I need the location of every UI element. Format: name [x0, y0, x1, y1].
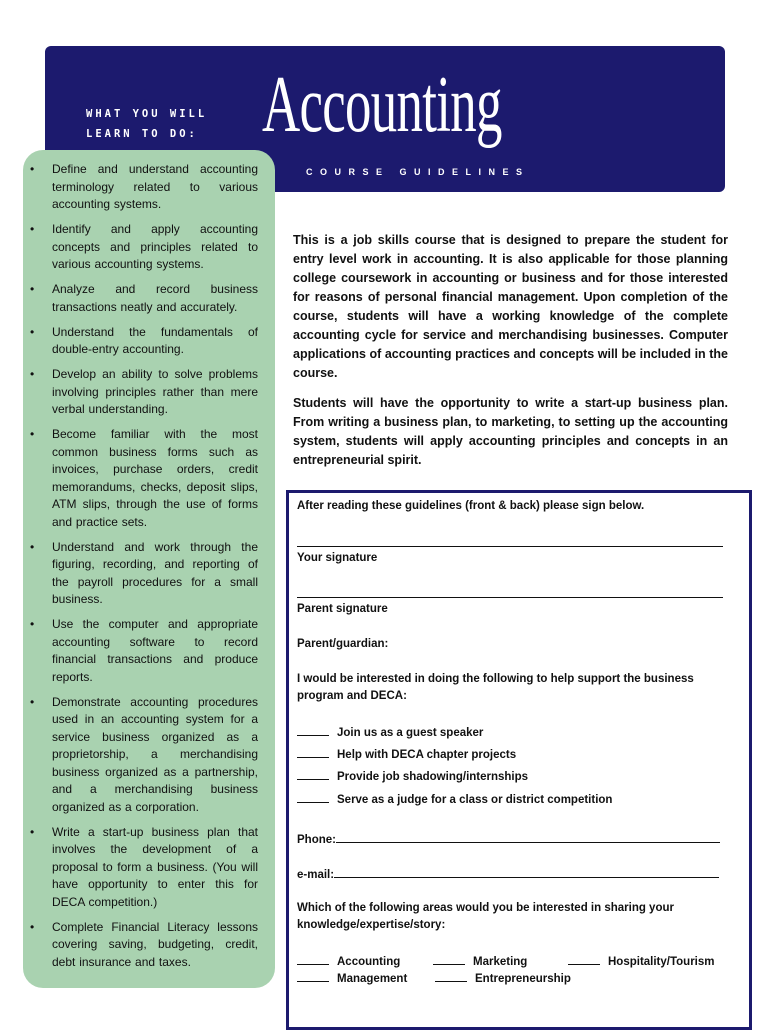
- checkbox-blank[interactable]: [297, 746, 329, 758]
- course-description: [293, 231, 728, 481]
- support-option[interactable]: [297, 768, 528, 786]
- objective-item: • Define and understand accounting terminology related to various accounting systems.: [26, 161, 258, 214]
- phone-label: Phone:: [297, 834, 336, 846]
- objective-item: • Write a start-up business plan that involves the development of a proposal to form a business. (You will have opportunity to enter this for DECA competition.): [26, 824, 258, 912]
- form-instruction: After reading these guidelines (front & back) please sign below.: [297, 500, 645, 512]
- support-option-label: Help with DECA chapter projects: [337, 749, 517, 761]
- learn-line-2: LEARN TO DO:: [86, 128, 198, 140]
- checkbox-blank[interactable]: [297, 768, 329, 780]
- phone-field[interactable]: [297, 832, 720, 849]
- support-option[interactable]: [297, 791, 612, 809]
- area-option-label: Marketing: [473, 956, 528, 968]
- checkbox-blank[interactable]: [433, 953, 465, 965]
- page-title: Accounting: [262, 61, 502, 149]
- objective-item: • Analyze and record business transactions neatly and accurately.: [26, 281, 258, 316]
- area-option-label: Entrepreneurship: [475, 973, 571, 985]
- objective-item: • Demonstrate accounting procedures used in an accounting system for a service business organized as a proprietorship, a merchandising business organized as a partnership, and a merchandising business organized as a corporation.: [26, 694, 258, 817]
- learn-line-1: WHAT YOU WILL: [86, 108, 208, 120]
- support-option-label: Serve as a judge for a class or district competition: [337, 794, 613, 806]
- support-option[interactable]: [297, 724, 483, 742]
- areas-prompt: Which of the following areas would you be interested in sharing your knowledge/expertise/story:: [297, 902, 674, 931]
- objective-item: • Use the computer and appropriate accounting software to record financial transactions and produce reports.: [26, 616, 258, 686]
- area-option[interactable]: [568, 953, 715, 971]
- checkbox-blank[interactable]: [297, 970, 329, 982]
- area-option[interactable]: [435, 970, 571, 988]
- area-option-label: Hospitality/Tourism: [608, 956, 715, 968]
- checkbox-blank[interactable]: [297, 791, 329, 803]
- objective-item: • Understand and work through the figuring, recording, and reporting of the payroll procedures for a small business.: [26, 539, 258, 609]
- your-signature-label: Your signature: [297, 552, 378, 564]
- intro-paragraph-1: This is a job skills course that is designed to prepare the student for entry level work in accounting. It is also applicable for those planning college coursework in accounting or business and for those interested for reasons of personal financial management. Upon completion of the course, students will have a working knowledge of the complete accounting cycle for service and merchandising businesses. Computer applications of accounting practices and concepts will be included in the course.: [293, 233, 728, 380]
- checkbox-blank[interactable]: [568, 953, 600, 965]
- objective-item: • Develop an ability to solve problems involving principles rather than mere verbal understanding.: [26, 366, 258, 419]
- area-option-label: Management: [337, 973, 408, 985]
- area-option[interactable]: [433, 953, 527, 971]
- support-option[interactable]: [297, 746, 516, 764]
- support-option-label: Provide job shadowing/internships: [337, 771, 529, 783]
- objective-item: • Understand the fundamentals of double-entry accounting.: [26, 324, 258, 359]
- parent-signature-label: Parent signature: [297, 603, 388, 615]
- objective-item: • Identify and apply accounting concepts and principles related to various accounting systems.: [26, 221, 258, 274]
- checkbox-blank[interactable]: [297, 724, 329, 736]
- objective-item: • Complete Financial Literacy lessons covering saving, budgeting, credit, debt insurance and taxes.: [26, 919, 258, 972]
- learn-heading: [86, 104, 256, 144]
- objectives-list: [26, 161, 258, 979]
- parent-guardian-label: Parent/guardian:: [297, 638, 389, 650]
- area-option-label: Accounting: [337, 956, 401, 968]
- page-subtitle: COURSE GUIDELINES: [306, 167, 530, 177]
- email-field[interactable]: [297, 867, 719, 884]
- area-option[interactable]: [297, 970, 407, 988]
- support-option-label: Join us as a guest speaker: [337, 727, 484, 739]
- checkbox-blank[interactable]: [435, 970, 467, 982]
- intro-paragraph-2: Students will have the opportunity to write a start-up business plan. From writing a business plan, to marketing, to setting up the accounting system, students will apply accounting principles and concepts in an entrepreneurial spirit.: [293, 396, 728, 467]
- email-label: e-mail:: [297, 869, 335, 881]
- checkbox-blank[interactable]: [297, 953, 329, 965]
- objective-item: • Become familiar with the most common business forms such as invoices, purchase orders, credit memorandums, checks, deposit slips, ATM slips, through the use of forms and practice sets.: [26, 426, 258, 531]
- support-prompt: I would be interested in doing the following to help support the business program and DECA:: [297, 673, 694, 702]
- area-option[interactable]: [297, 953, 400, 971]
